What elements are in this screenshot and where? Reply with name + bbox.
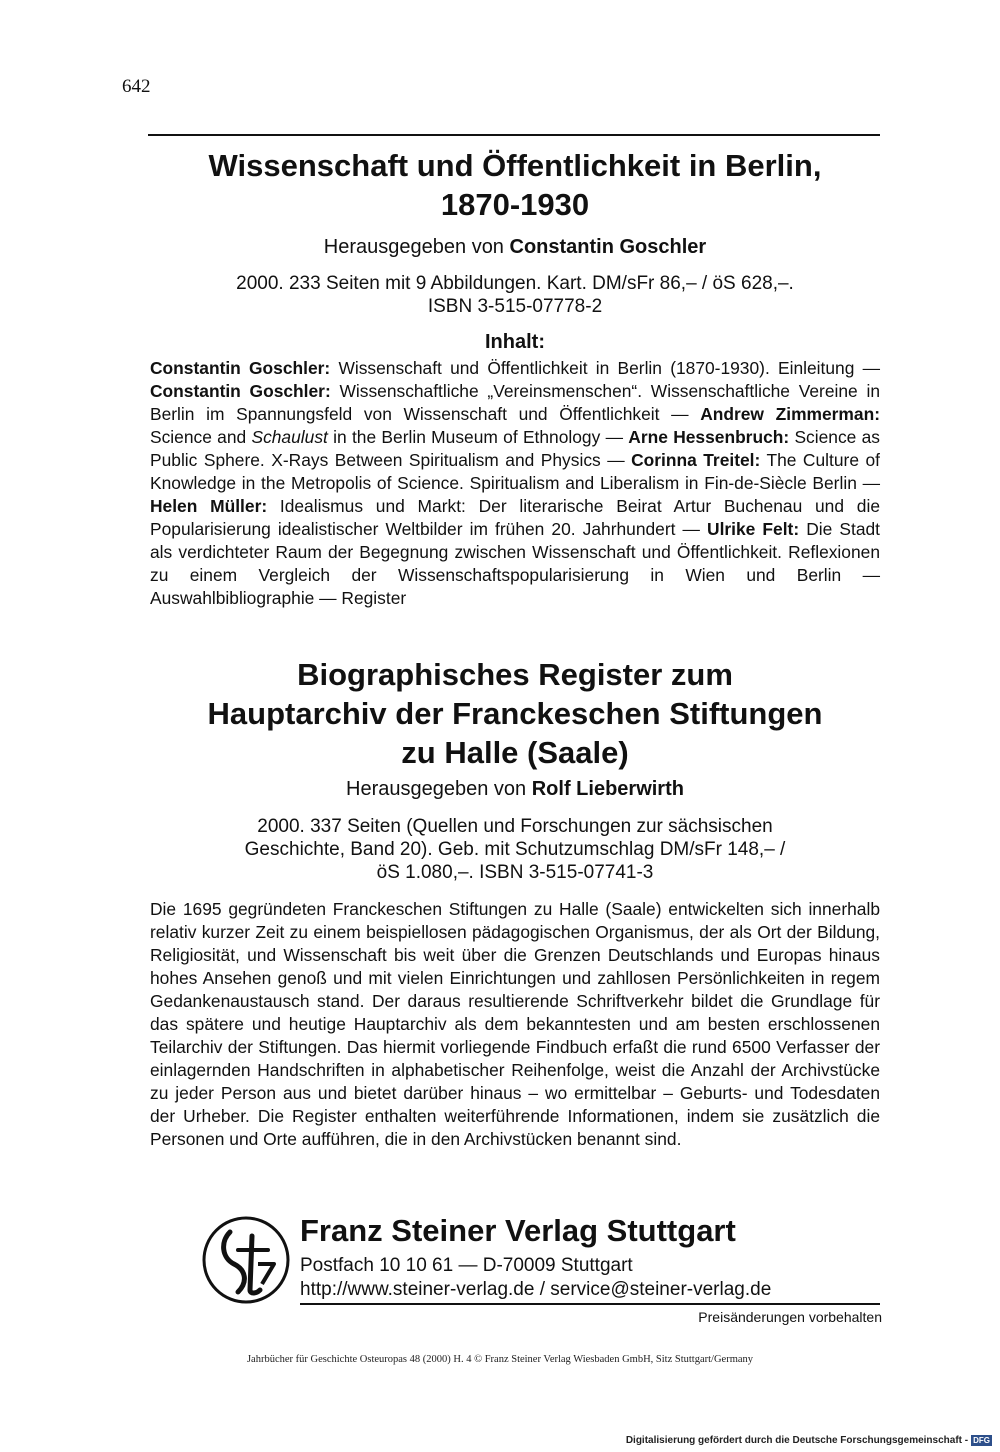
publisher-rule [300, 1303, 880, 1305]
top-rule [148, 134, 880, 136]
book1-editor-prefix: Herausgegeben von [323, 236, 510, 258]
book2-biblio-line2: Geschichte, Band 20). Geb. mit Schutzumschlag DM/sFr 148,– / [244, 839, 786, 860]
dfg-credit-text: Digitalisierung gefördert durch die Deutsche Forschungsgemeinschaft - [625, 1435, 969, 1446]
book2-title-block [150, 655, 880, 772]
publisher-web: http://www.steiner-verlag.de / service@steiner-verlag.de [300, 1279, 772, 1300]
contents-author: Helen Müller: [150, 496, 268, 516]
contents-entry: Science as Public Sphere. X-Rays Between Spiritualism and Physics — [150, 427, 880, 470]
book1-contents-heading-block [150, 329, 880, 355]
book2-description: Die 1695 gegründeten Franckeschen Stiftungen zu Halle (Saale) entwickelten sich innerhalb relativ kurzer Zeit zu einem beispiellosen pädagogischen Organismus, der als Ort der Bildung, Religiosität, und Wissenschaft bis weit über die Grenzen Deutschlands und Europas hinaus hohes Ansehen genoß und mit vielen Einrichtungen und zahllosen Persönlichkeiten in regem Gedankenaustausch stand. Der daraus resultierende Schriftverkehr bildet die Grundlage für das spätere und heutige Hauptarchiv als dem bekanntesten und am besten erschlossenen Teilarchiv der Stiftungen. Das hiermit vorliegende Findbuch erfaßt die rund 6500 Verfasser der einlagernden Handschriften in alphabetischer Reihenfolge, weist die Anzahl der Archivstücke zu jeder Person aus und bietet darüber hinaus – wo ermittelbar – Geburts- und Todesdaten der Urheber. Die Register enthalten weiterführende Informationen, indem sie zusätzlich die Personen und Orte aufführen, die in den Archivstücken benannt sind. [150, 899, 880, 1149]
contents-author: Constantin Goschler: [150, 358, 331, 378]
contents-entry: Idealismus und Markt: Der literarische Beirat Artur Buchenau und die Popularisierung idealistischer Weltbilder im frühen 20. Jahrhundert — [150, 496, 880, 539]
contents-entry: Wissenschaft und Öffentlichkeit in Berlin (1870-1930). Einleitung — [330, 358, 880, 378]
book2-title-line1: Biographisches Register zum [297, 657, 733, 692]
contents-entry-italic: Schaulust [251, 427, 328, 447]
journal-citation: Jahrbücher für Geschichte Osteuropas 48 (2000) H. 4 © Franz Steiner Verlag Wiesbaden GmbH, Sitz Stuttgart/Germany [246, 1354, 754, 1365]
publisher-block [200, 1208, 880, 1304]
publisher-address: Postfach 10 10 61 — D-70009 Stuttgart [300, 1255, 633, 1276]
book1-contents-heading: Inhalt: [485, 331, 545, 353]
book1-title-block [150, 146, 880, 224]
price-note: Preisänderungen vorbehalten [698, 1309, 882, 1325]
book2-biblio-line1: 2000. 337 Seiten (Quellen und Forschungen zur sächsischen [257, 816, 773, 837]
steiner-verlag-logo-icon [200, 1214, 292, 1306]
book2-editor-name: Rolf Lieberwirth [531, 778, 684, 800]
book1-contents-text [150, 357, 880, 610]
page-number: 642 [122, 76, 151, 97]
book2-description-block [150, 898, 880, 1151]
contents-author: Ulrike Felt: [707, 519, 800, 539]
contents-entry: Die Stadt als verdichteter Raum der Begegnung zwischen Wissenschaft und Öffentlichkeit. Reflexionen zu einem Vergleich der Wissenschaftspopularisierung in Wien und Berlin — Auswahlbibliographie — Register [150, 519, 880, 608]
publisher-name: Franz Steiner Verlag Stuttgart [300, 1213, 736, 1248]
contents-author: Arne Hessenbruch: [628, 427, 790, 447]
book2-title-line3: zu Halle (Saale) [401, 735, 629, 770]
book2-title-line2: Hauptarchiv der Franckeschen Stiftungen [207, 696, 823, 731]
book1-biblio-line1: 2000. 233 Seiten mit 9 Abbildungen. Kart. DM/sFr 86,– / öS 628,–. [236, 273, 794, 294]
contents-author: Corinna Treitel: [631, 450, 761, 470]
book2-biblio-line3: öS 1.080,–. ISBN 3-515-07741-3 [376, 862, 654, 883]
contents-author: Andrew Zimmerman: [700, 404, 880, 424]
contents-author: Constantin Goschler: [150, 381, 331, 401]
book2-editor [150, 776, 880, 802]
book1-title-line1: Wissenschaft und Öffentlichkeit in Berlin, [208, 148, 822, 183]
dfg-logo-icon: DFG [973, 1436, 990, 1445]
dfg-credit [626, 1435, 992, 1446]
contents-entry: The Culture of Knowledge in the Metropolis of Science. Spiritualism and Liberalism in Fin-de-Siècle Berlin — [150, 450, 880, 493]
book1-editor [150, 234, 880, 260]
contents-entry: in the Berlin Museum of Ethnology — [327, 427, 629, 447]
book1-biblio-line2: ISBN 3-515-07778-2 [427, 296, 603, 317]
book1-biblio [150, 272, 880, 318]
contents-entry: Wissenschaftliche „Vereinsmenschen“. Wissenschaftliche Vereine in Berlin im Spannungsfeld von Wissenschaft und Öffentlichkeit — [150, 381, 880, 424]
book1-editor-name: Constantin Goschler [509, 236, 707, 258]
book2-editor-prefix: Herausgegeben von [346, 778, 532, 800]
book1-contents [150, 357, 880, 610]
book1-title-line2: 1870-1930 [440, 187, 590, 222]
contents-entry: Science and [150, 427, 252, 447]
book2-biblio [150, 815, 880, 884]
